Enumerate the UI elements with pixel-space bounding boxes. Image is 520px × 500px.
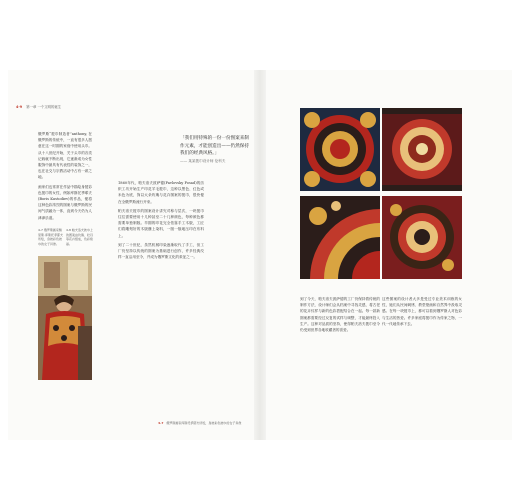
middle-text-column — [118, 180, 204, 263]
shawl-image-2 — [382, 108, 462, 191]
right-text-column-2 — [382, 296, 462, 330]
shawl-image-1 — [300, 108, 380, 191]
pull-quote-text: 「我们用特殊的一份一份图案来制作元素，才能创造出——仍然保持我们的经典风格。」 — [180, 136, 249, 157]
middle-paragraph: 到了二十世纪，虽然机械印染逐渐取代了手工，但工厂仍坚持以传统的图案为基础进行创作，许多经典纹样一直沿用至今，并成为俄罗斯文化的象征之一。 — [118, 242, 204, 260]
left-paragraph: 画家们也常常在作品中描绘身披彩色披巾的女性，例如库斯托季耶夫(Boris Kustodiev)的作品，便将这种色彩浓烈的图案与俄罗斯的民间气质融为一体，直到今天仍为人津津乐道。 — [38, 184, 92, 220]
right-paragraph-1: 到了今天，帕夫洛夫波萨德的工厂仍保持着传统的制作方法，设计师们会从档案中寻找灵感，将古老的花卉纹样与新的色彩搭配结合在一起。每一款新图案都需要经过反复的试样与调整，才能最终投入生产。这种对品质的坚持，使得帕夫洛夫披巾至今仍受到世界各地收藏者的喜爱。 — [300, 297, 380, 333]
pull-quote — [180, 135, 252, 164]
figure-caption-left: 4-7 俄罗斯画家鲍里斯·库斯托季耶夫所绘，身披彩色披巾的女子肖像。 — [38, 228, 63, 246]
running-head — [16, 104, 61, 109]
pull-quote-attribution: —— 某某披巾设计师 伦科夫 — [180, 158, 226, 163]
shawl-image-4 — [382, 196, 462, 279]
left-paragraph: 俄罗斯“披巾制造者”anthony, 在俄罗斯的传统中，一直有很多人愿意在这一时期的家庭中使用头巾。从十八世纪开始，关于头巾的各类记载就不断出现，它逐渐成为女性服饰中最具有代表性的装饰之一，也在社交与宗教活动中占有一席之地。 — [38, 132, 92, 180]
footer-text: 俄罗斯画家库斯托季耶夫所绘，身披彩色披巾的女子肖像 — [166, 421, 242, 425]
book-gutter — [254, 70, 266, 440]
right-text-column-1 — [300, 296, 380, 336]
right-paragraph-2: 这些图案的设计者大多是受过专业美术训练的女性，她们从民间刺绣、教堂壁画和自然界中汲取灵感。在每一块披巾上，都可以看到俄罗斯人对色彩与生活的热爱。许多家庭将披巾作为传家之物，一代一代地传承下去。 — [382, 297, 462, 326]
figure-caption-right: 4-8 帕夫洛夫披巾上的图案由玫瑰、牡丹等花卉组成，色彩艳丽。 — [66, 228, 94, 246]
middle-paragraph: 帕夫洛夫披巾的图案设计讲究对称与层次，一块披巾往往需要使用十几种甚至二十几种颜色，每种颜色都需要单独制版。早期的印花完全依靠手工木版，工匠们将雕刻好的木版蘸上染料，一版一版地压印在布料上。 — [118, 208, 204, 238]
left-text-column — [38, 131, 92, 224]
shawl-image-3 — [300, 196, 380, 279]
footer-page-number: 4-7 — [158, 421, 164, 425]
running-head-page-number: 4-9 — [16, 105, 23, 109]
middle-paragraph: 1860年代，帕夫洛夫波萨德(Pavlovsky Posad)的纺织工坊开始生产印花羊毛披巾，这种以黑色、红色或米色为底，饰以大朵玫瑰与花卉图案的披巾，很快便在全俄罗斯流行开来。 — [118, 181, 204, 204]
kustodiev-painting — [38, 256, 92, 380]
page-footer — [158, 421, 241, 425]
running-head-title: 第一章 一个文明的诞生 — [26, 105, 62, 109]
